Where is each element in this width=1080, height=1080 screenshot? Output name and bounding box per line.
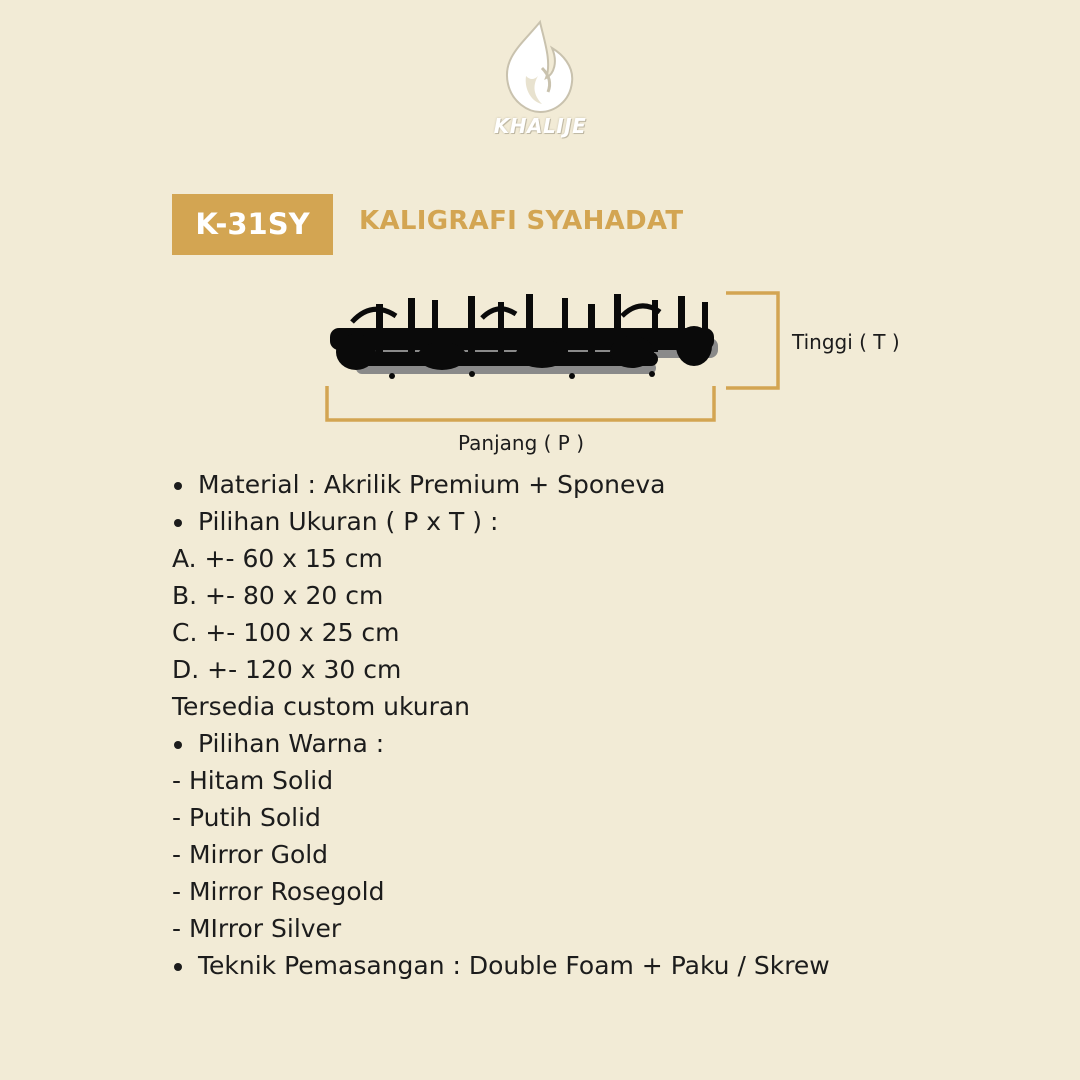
installation-text: Teknik Pemasangan : Double Foam + Paku / Skrew [198, 951, 830, 980]
bullet-icon [172, 725, 198, 762]
flame-logo-icon [482, 18, 598, 118]
list-item [172, 947, 830, 984]
product-title: KALIGRAFI SYAHADAT [359, 206, 684, 236]
spec-list [172, 466, 830, 984]
size-option: A. +- 60 x 15 cm [172, 544, 383, 573]
bullet-icon [172, 947, 198, 984]
color-option: - MIrror Silver [172, 914, 342, 943]
size-option: D. +- 120 x 30 cm [172, 655, 402, 684]
color-option: - Hitam Solid [172, 766, 334, 795]
list-item [172, 725, 830, 762]
bullet-icon [172, 503, 198, 540]
height-label: Tinggi ( T ) [792, 330, 900, 354]
length-bracket [327, 386, 714, 420]
calligraphy-dimension-diagram [322, 282, 782, 428]
color-heading: Pilihan Warna : [198, 729, 385, 758]
logo-wordmark: KHALIJE [493, 114, 587, 138]
color-option: - Putih Solid [172, 803, 321, 832]
bullet-icon [172, 466, 198, 503]
product-code-badge: K-31SY [172, 194, 333, 255]
list-item [172, 466, 830, 503]
brand-logo [482, 18, 598, 144]
size-option: C. +- 100 x 25 cm [172, 618, 400, 647]
color-option: - Mirror Rosegold [172, 877, 385, 906]
size-option: B. +- 80 x 20 cm [172, 581, 384, 610]
length-label: Panjang ( P ) [458, 431, 585, 455]
list-item [172, 503, 830, 540]
size-custom-note: Tersedia custom ukuran [172, 692, 471, 721]
size-heading: Pilihan Ukuran ( P x T ) : [198, 507, 499, 536]
height-bracket [726, 293, 778, 388]
material-text: Material : Akrilik Premium + Sponeva [198, 470, 666, 499]
color-option: - Mirror Gold [172, 840, 329, 869]
calligraphy-artwork [330, 294, 718, 379]
